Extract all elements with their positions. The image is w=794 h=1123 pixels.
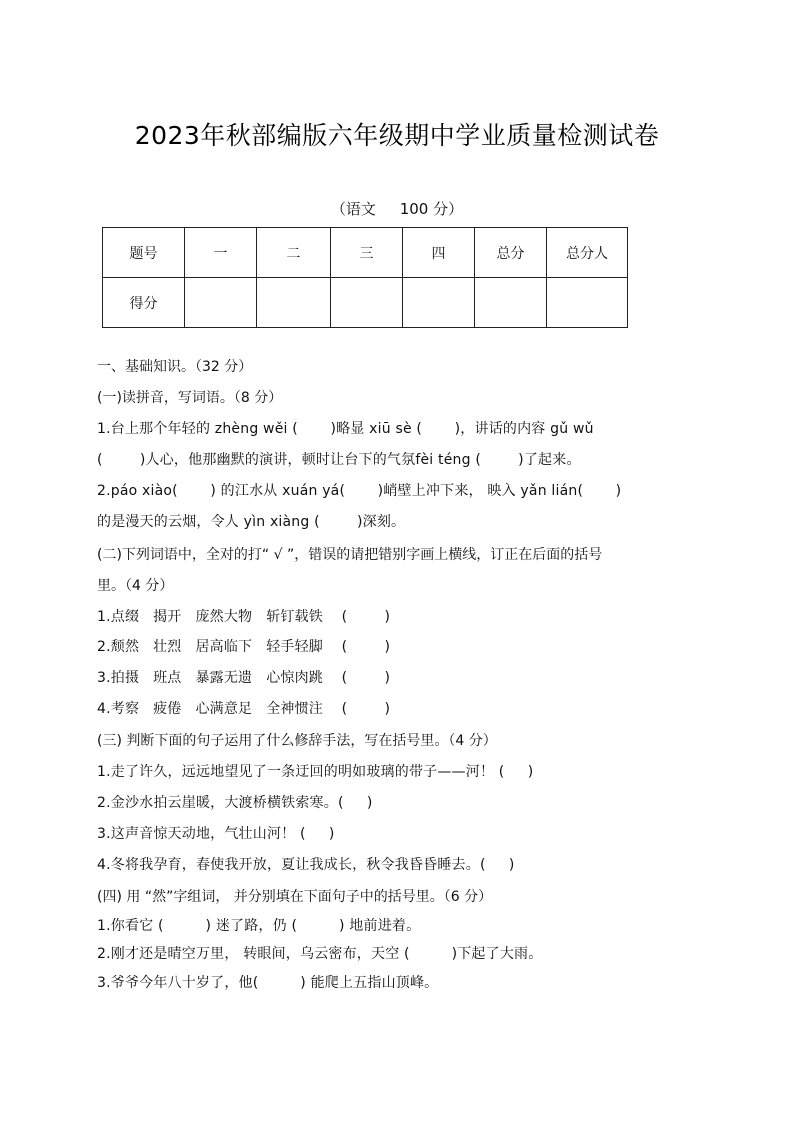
header-cell-question-no: 题号: [103, 228, 185, 278]
part4-item-2: 2.刚才还是晴空万里， 转眼间，乌云密布，天空 ( )下起了大雨。: [97, 946, 543, 962]
score-cell-total[interactable]: [475, 278, 547, 328]
part3-title: (三) 判断下面的句子运用了什么修辞手法，写在括号里。（4 分）: [97, 733, 497, 749]
score-table-score-row: [103, 278, 628, 328]
score-row-label: 得分: [103, 278, 185, 328]
part4-item-1: 1.你看它 ( ) 迷了路，仍 ( ) 地前进着。: [97, 918, 421, 934]
header-cell-4: 四: [403, 228, 475, 278]
part1-line-3: 2.páo xiào( ) 的江水从 xuán yá( )峭壁上冲下来， 映入 yǎn lián( ): [97, 483, 622, 499]
score-table-header-row: [103, 228, 628, 278]
header-cell-total: 总分: [475, 228, 547, 278]
section1-title: 一、基础知识。（32 分）: [97, 359, 253, 375]
part2-item-1: 1.点缀 揭开 庞然大物 斩钉载铁 ( ): [97, 609, 391, 625]
part4-title: (四) 用 “然”字组词， 并分别填在下面句子中的括号里。（6 分）: [97, 889, 493, 905]
header-cell-3: 三: [331, 228, 403, 278]
part2-item-4: 4.考察 疲倦 心满意足 全神惯注 ( ): [97, 701, 391, 717]
part3-item-3: 3.这声音惊天动地，气壮山河！ ( ): [97, 826, 335, 842]
part2-item-3: 3.拍摄 班点 暴露无遗 心惊肉跳 ( ): [97, 670, 391, 686]
header-cell-2: 二: [257, 228, 331, 278]
score-table: [102, 227, 628, 328]
part1-line-1: 1.台上那个年轻的 zhèng wěi ( )略显 xiū sè ( )，讲话的内容 gǔ wǔ: [97, 421, 594, 437]
part3-item-2: 2.金沙水拍云崖暖，大渡桥横铁索寒。( ): [97, 795, 373, 811]
header-cell-grader: 总分人: [547, 228, 628, 278]
score-cell-2[interactable]: [257, 278, 331, 328]
score-cell-3[interactable]: [331, 278, 403, 328]
exam-subtitle: （语文 100 分）: [330, 200, 464, 218]
part2-item-2: 2.颓然 壮烈 居高临下 轻手轻脚 ( ): [97, 639, 391, 655]
part3-item-4: 4.冬将我孕育，春使我开放，夏让我成长，秋令我昏昏睡去。( ): [97, 857, 515, 873]
part1-title: (一)读拼音，写词语。（8 分）: [97, 390, 283, 406]
part1-line-2: ( )人心，他那幽默的演讲，顿时让台下的气氛fèi téng ( )了起来。: [97, 452, 581, 468]
part2-title-line-1: (二)下列词语中，全对的打“ √ ”，错误的请把错别字画上横线，订正在后面的括号: [97, 547, 603, 563]
exam-title: 2023年秋部编版六年级期中学业质量检测试卷: [134, 121, 660, 150]
score-cell-1[interactable]: [185, 278, 257, 328]
score-cell-grader[interactable]: [547, 278, 628, 328]
score-cell-4[interactable]: [403, 278, 475, 328]
part1-line-4: 的是漫天的云烟，令人 yìn xiàng ( )深刻。: [97, 514, 406, 530]
part3-item-1: 1.走了许久，远远地望见了一条迂回的明如玻璃的带子——河！ ( ): [97, 764, 534, 780]
part4-item-3: 3.爷爷今年八十岁了，他( ) 能爬上五指山顶峰。: [97, 975, 439, 991]
part2-title-line-2: 里。（4 分）: [97, 578, 174, 594]
header-cell-1: 一: [185, 228, 257, 278]
